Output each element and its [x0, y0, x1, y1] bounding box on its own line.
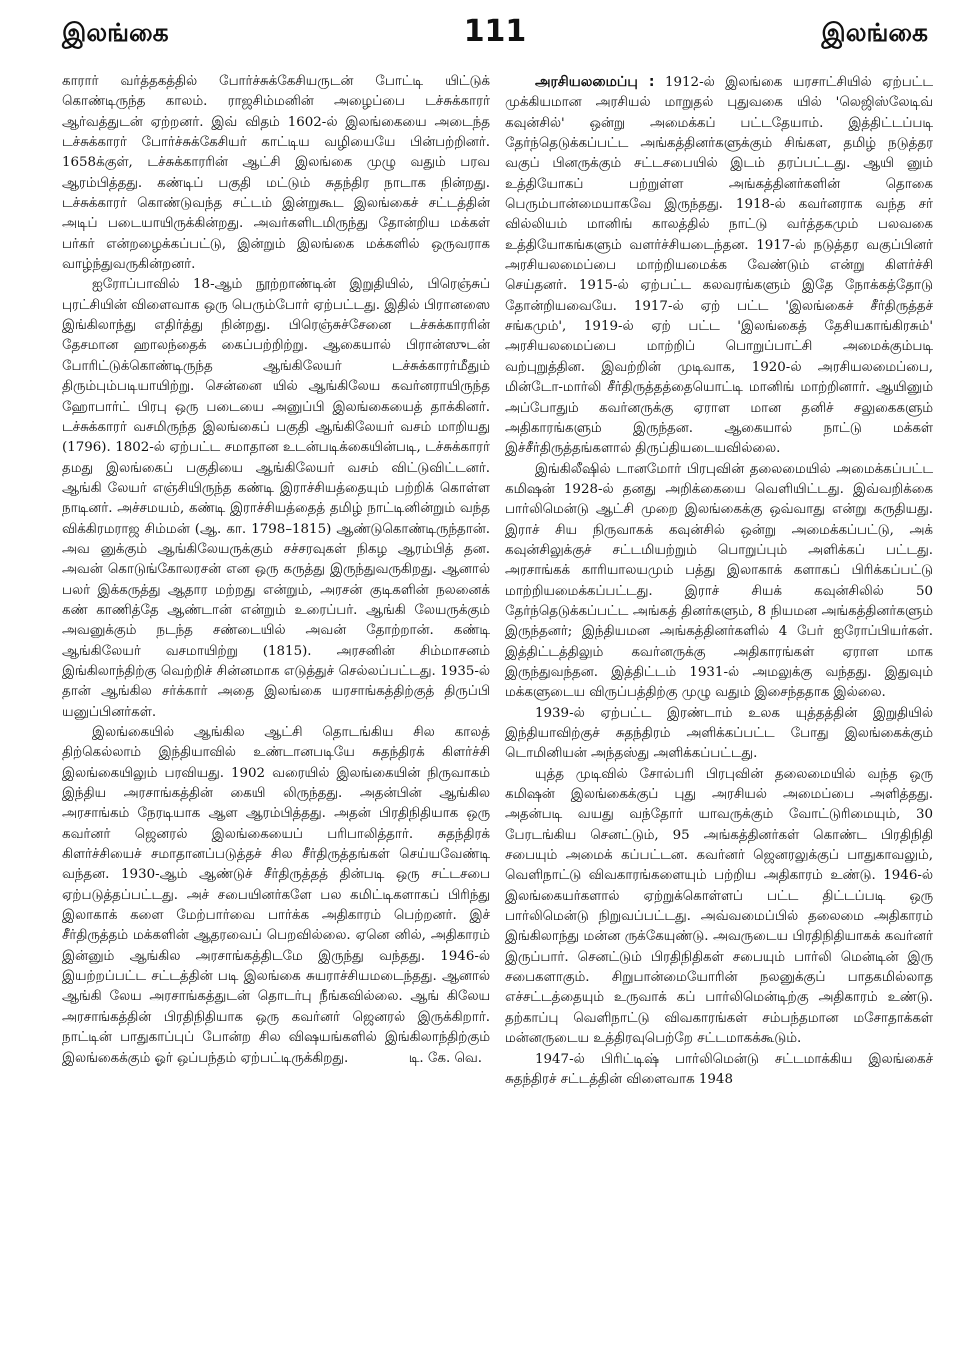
right-paragraph-5: 1947-ல் பிரிட்டிஷ் பார்லிமென்டு சட்டமாக்கிய இலங்கைச் சுதந்திரச் சட்டத்தின் விளைவாக 1948	[505, 1051, 933, 1087]
right-paragraph-4: யுத்த முடிவில் சோல்பரி பிரபுவின் தலைமையில் வந்த ஒரு கமிஷன் இலங்கைக்குப் புது அரசியல் அமைப்பை அளித்தது. அதன்படி வயது வந்தோர் யாவருக்கும் வோட்டுரிமையும், 30 பேரடங்கிய செனட்டும், 95 அங்கத்தினர்கள் கொண்ட பிரதிநிதி சபையும் அமைக் கப்பட்டன. கவர்னர் ஜெனரலுக்குப் பாதுகாவலும், வெளிநாட்டு விவகாரங்களையும் பற்றிய அதிகாரம் உண்டு. 1946-ல் இலங்கையர்களால் ஏற்றுக்கொள்ளப் பட்ட திட்டப்படி ஒரு பார்லிமென்டு நிறுவப்பட்டது. அவ்வமைப்பில் தலைமை அதிகாரம் இங்கிலாந்து மன்ன ருக்கேயுண்டு. அவருடைய பிரதிநிதியாகக் கவர்னர் இருப்பார். செனட்டும் பிரதிநிதிகள் சபையும் பார்லி மென்டின் இரு சபைகளாகும். சிறுபான்மையோரின் நலனுக்குப் பாதகமில்லாத எச்சட்டத்தையும் உருவாக் கப் பார்லிமென்டிற்கு அதிகாரம் உண்டு. தற்காப்பு வெளிநாட்டு விவகாரங்கள் சம்பந்தமான மசோதாக்கள் மன்னருடைய உத்திரவுபெற்றே சட்டமாகக்கூடும்.	[505, 766, 933, 1047]
right-paragraph-3: 1939-ல் ஏற்பட்ட இரண்டாம் உலக யுத்தத்தின் இறுதியில் இந்தியாவிற்குச் சுதந்திரம் அளிக்கப்பட்ட போது இலங்கைக்கும் டொமினியன் அந்தஸ்து அளிக்கப்பட்டது.	[505, 705, 933, 762]
section-heading-constitution: அரசியலமைப்பு :	[535, 74, 655, 90]
left-paragraph-1: காரார் வர்த்தகத்தில் போர்ச்சுக்கேசியருடன் போட்டி யிட்டுக் கொண்டிருந்த காலம். ராஜசிம்மனின் அழைப்பை டச்சுக்காரர் ஆர்வத்துடன் ஏற்றனர். இவ் விதம் 1602-ல் இலங்கையை அடைந்த டச்சுக்காரர் போர்ச்சுக்கேசியர் காட்டிய வழியையே பின்பற்றினர். 1658க்குள், டச்சுக்காரரின் ஆட்சி இலங்கை முழு வதும் பரவ ஆரம்பித்தது. கண்டிப் பகுதி மட்டும் சுதந்திர நாடாக நின்றது. டச்சுக்காரர் கொண்டுவந்த சட்டம் இன்றுகூட இலங்கைச் சட்டத்தின் அடிப் படையாயிருக்கின்றது. அவர்களிடமிருந்து தோன்றிய மக்கள் பர்கர் என்றழைக்கப்பட்டு, இன்றும் இலங்கை மக்களில் ஒருவராக வாழ்ந்துவருகின்றனர்.	[62, 74, 490, 273]
page-number: 111	[463, 14, 527, 49]
left-paragraph-2: ஐரோப்பாவில் 18-ஆம் நூற்றாண்டின் இறுதியில், பிரெஞ்சுப் புரட்சியின் விளைவாக ஒரு பெரும்போர் ஏற்பட்டது. இதில் பிரானஸை இங்கிலாந்து எதிர்த்து நின்றது. பிரெஞ்சுச்சேனை டச்சுக்காரரின் தேசமான ஹாலந்தைக் கைப்பற்றிற்று. ஆகையால் பிரான்ஸுடன் போரிட்டுக்கொண்டிருந்த ஆங்கிலேயர் டச்சுக்காரர்மீதும் திரும்பும்படியாயிற்று. சென்னை யில் ஆங்கிலேய கவர்னராயிருந்த ஹோபார்ட் பிரபு ஒரு படையை அனுப்பி இலங்கையைத் தாக்கினர். டச்சுக்காரர் வசமிருந்த இலங்கைப் பகுதி ஆங்கிலேயர் வசம் மாறியது (1796). 1802-ல் ஏற்பட்ட சமாதான உடன்படிக்கையின்படி, டச்சுக்காரர் தமது இலங்கைப் பகுதியை ஆங்கிலேயர் வசம் விட்டுவிட்டனர். ஆங்கி லேயர் எஞ்சியிருந்த கண்டி இராச்சியத்தையும் பற்றிக் கொள்ள நாடினர். அச்சமயம், கண்டி இராச்சியத்தைத் தமிழ் நாட்டினின்றும் வந்த விக்கிரமராஜ சிம்மன் (ஆ. கா. 1798–1815) ஆண்டுகொண்டிருந்தான். அவ னுக்கும் ஆங்கிலேயருக்கும் சச்சரவுகள் நிகழ ஆரம்பித் தன. அவன் கொடுங்கோலரசன் என ஒரு கருத்து இருந்துவருகிறது. ஆனால் பலர் இக்கருத்து ஆதார மற்றது என்றும், அரசன் குடிகளின் நலனைக் கண் காணித்தே ஆண்டான் என்றும் உரைப்பர். ஆங்கி லேயருக்கும் அவனுக்கும் நடந்த சண்டையில் அவன் தோற்றான். கண்டி ஆங்கிலேயர் வசமாயிற்று (1815). அரசனின் சிம்மாசனம் இங்கிலாந்திற்கு வெற்றிச் சின்னமாக எடுத்துச் செல்லப்பட்டது. 1935-ல் தான் ஆங்கில சர்க்கார் அதை இலங்கை யரசாங்கத்திற்குத் திருப்பி யனுப்பினர்கள்.	[62, 277, 490, 720]
right-paragraph-2: இங்கிலீஷில் டானமோர் பிரபுவின் தலைமையில் அமைக்கப்பட்ட கமிஷன் 1928-ல் தனது அறிக்கையை வெளியிட்டது. இவ்வறிக்கை பார்லிமென்டு ஆட்சி முறை இலங்கைக்கு ஒவ்வாது என்று கருதியது. இராச் சிய நிருவாகக் கவுன்சில் ஒன்று அமைக்கப்பட்டு, அக் கவுன்சிலுக்குச் சட்டமியற்றும் பொறுப்பும் அளிக்கப் பட்டது. அரசாங்கக் காரியாலயமும் பத்து இலாகாக் களாகப் பிரிக்கப்பட்டு மாற்றியமைக்கப்பட்டது. இராச் சியக் கவுன்சிலில் 50 தேர்ந்தெடுக்கப்பட்ட அங்கத் தினர்களும், 8 நியமன அங்கத்தினர்களும் இருந்தனர்; இந்தியமன அங்கத்தினர்களில் 4 பேர் ஐரோப்பியர்கள். இத்திட்டத்திலும் கவர்னருக்கு அதிகாரங்கள் ஏராள மாக இருந்துவந்தன. இத்திட்டம் 1931-ல் அமலுக்கு வந்தது. இதுவும் மக்களுடைய விருப்பத்திற்கு முழு வதும் இசைந்ததாக இல்லை.	[505, 461, 933, 701]
right-paragraph-1-text: 1912-ல் இலங்கை யரசாட்சியில் ஏற்பட்ட முக்கியமான அரசியல் மாறுதல் புதுவகை யில் 'லெஜிஸ்லேடிவ் கவுன்சில்' ஒன்று அமைக்கப் பட்டதேயாம். இத்திட்டப்படி தேர்ந்தெடுக்கப்பட்ட அங்கத்தினர்களுக்கும் சிங்கள, தமிழ் நடுத்தர வகுப் பினருக்கும் சட்டசபையில் இடம் தரப்பட்டது. ஆயி னும் உத்தியோகப் பற்றுள்ள அங்கத்தினர்களின் தொகை பெரும்பான்மையாகவே இருந்தது. 1918-ல் கவர்னராக வந்த சர் வில்லியம் மானிங் காலத்தில் நாட்டு வர்த்தகமும் பலவகை உத்தியோகங்களும் வளர்ச்சியடைந்தன. 1917-ல் நடுத்தர வகுப்பினர் அரசியலமைப்பை மாற்றியமைக்க வேண்டும் என்று கிளர்ச்சி செய்தனர். 1915-ல் ஏற்பட்ட கலவரங்களும் இதே நோக்கத்தோடு தோன்றியவையே. 1917-ல் ஏற் பட்ட 'இலங்கைச் சீர்திருத்தச் சங்கமும்', 1919-ல் ஏற் பட்ட 'இலங்கைத் தேசியகாங்கிரசும்' அரசியலமைப்பை மாற்றிப் பொறுப்பாட்சி அமைக்கும்படி வற்புறுத்தின. இவற்றின் முடிவாக, 1920-ல் அரசியலமைப்பை, மின்டோ-மார்லி சீர்திருத்தத்தையொட்டி மானிங் மாற்றினார். ஆயினும் அப்போதும் கவர்னருக்கு ஏராள மான தனிச் சலுகைகளும் அதிகாரங்களும் இருந்தன. ஆகையால் நாட்டு மக்கள் இச்சீர்திருத்தங்களால் திருப்தியடையவில்லை.	[505, 75, 933, 457]
left-column	[62, 72, 490, 1354]
right-column	[505, 72, 933, 1354]
page-header	[62, 14, 928, 58]
author-signature: டி. கே. வெ.	[408, 1050, 482, 1066]
running-title-left: இலங்கை	[62, 18, 169, 47]
left-paragraph-3-text: இலங்கையில் ஆங்கில ஆட்சி தொடங்கிய சில காலத் திற்கெல்லாம் இந்தியாவில் உண்டானபடியே சுதந்திரக் கிளர்ச்சி இலங்கையிலும் பரவியது. 1902 வரையில் இலங்கையின் நிருவாகம் இந்திய அரசாங்கத்தின் கையி லிருந்தது. அதன்பின் ஆங்கில அரசாங்கம் நேரடியாக ஆள ஆரம்பித்தது. அதன் பிரதிநிதியாக ஒரு கவர்னர் ஜெனரல் இலங்கையைப் பரிபாலித்தார். சுதந்திரக் கிளர்ச்சியைச் சமாதானப்படுத்தச் சில சீர்திருத்தங்கள் செய்யவேண்டி வந்தன. 1930-ஆம் ஆண்டுச் சீர்திருத்தத் தின்படி ஒரு சட்டசபை ஏற்படுத்தப்பட்டது. அச் சபையினர்களே பல கமிட்டிகளாகப் பிரிந்து இலாகாக் களை மேற்பார்வை பார்க்க அதிகாரம் பெற்றனர். இச் சீர்திருத்தம் மக்களின் ஆதரவைப் பெறவில்லை. ஏனெ னில், அதிகாரம் இன்னும் ஆங்கில அரசாங்கத்திடமே இருந்து வந்தது. 1946-ல் இயற்றப்பட்ட சட்டத்தின் படி இலங்கை சுயராச்சியமடைந்தது. ஆனால் ஆங்கி லேய அரசாங்கத்துடன் தொடர்பு நீங்கவில்லை. ஆங் கிலேய அரசாங்கத்தின் பிரதிநிதியாக ஒரு கவர்னர் ஜெனரல் இருக்கிறார். நாட்டின் பாதுகாப்புப் போன்ற சில விஷயங்களில் இங்கிலாந்திற்கும் இலங்கைக்கும் ஓர் ஒப்பந்தம் ஏற்பட்டிருக்கிறது.	[62, 725, 490, 1066]
running-title-right: இலங்கை	[821, 18, 928, 47]
right-paragraph-1	[505, 72, 933, 460]
left-paragraph-3	[62, 723, 490, 1069]
